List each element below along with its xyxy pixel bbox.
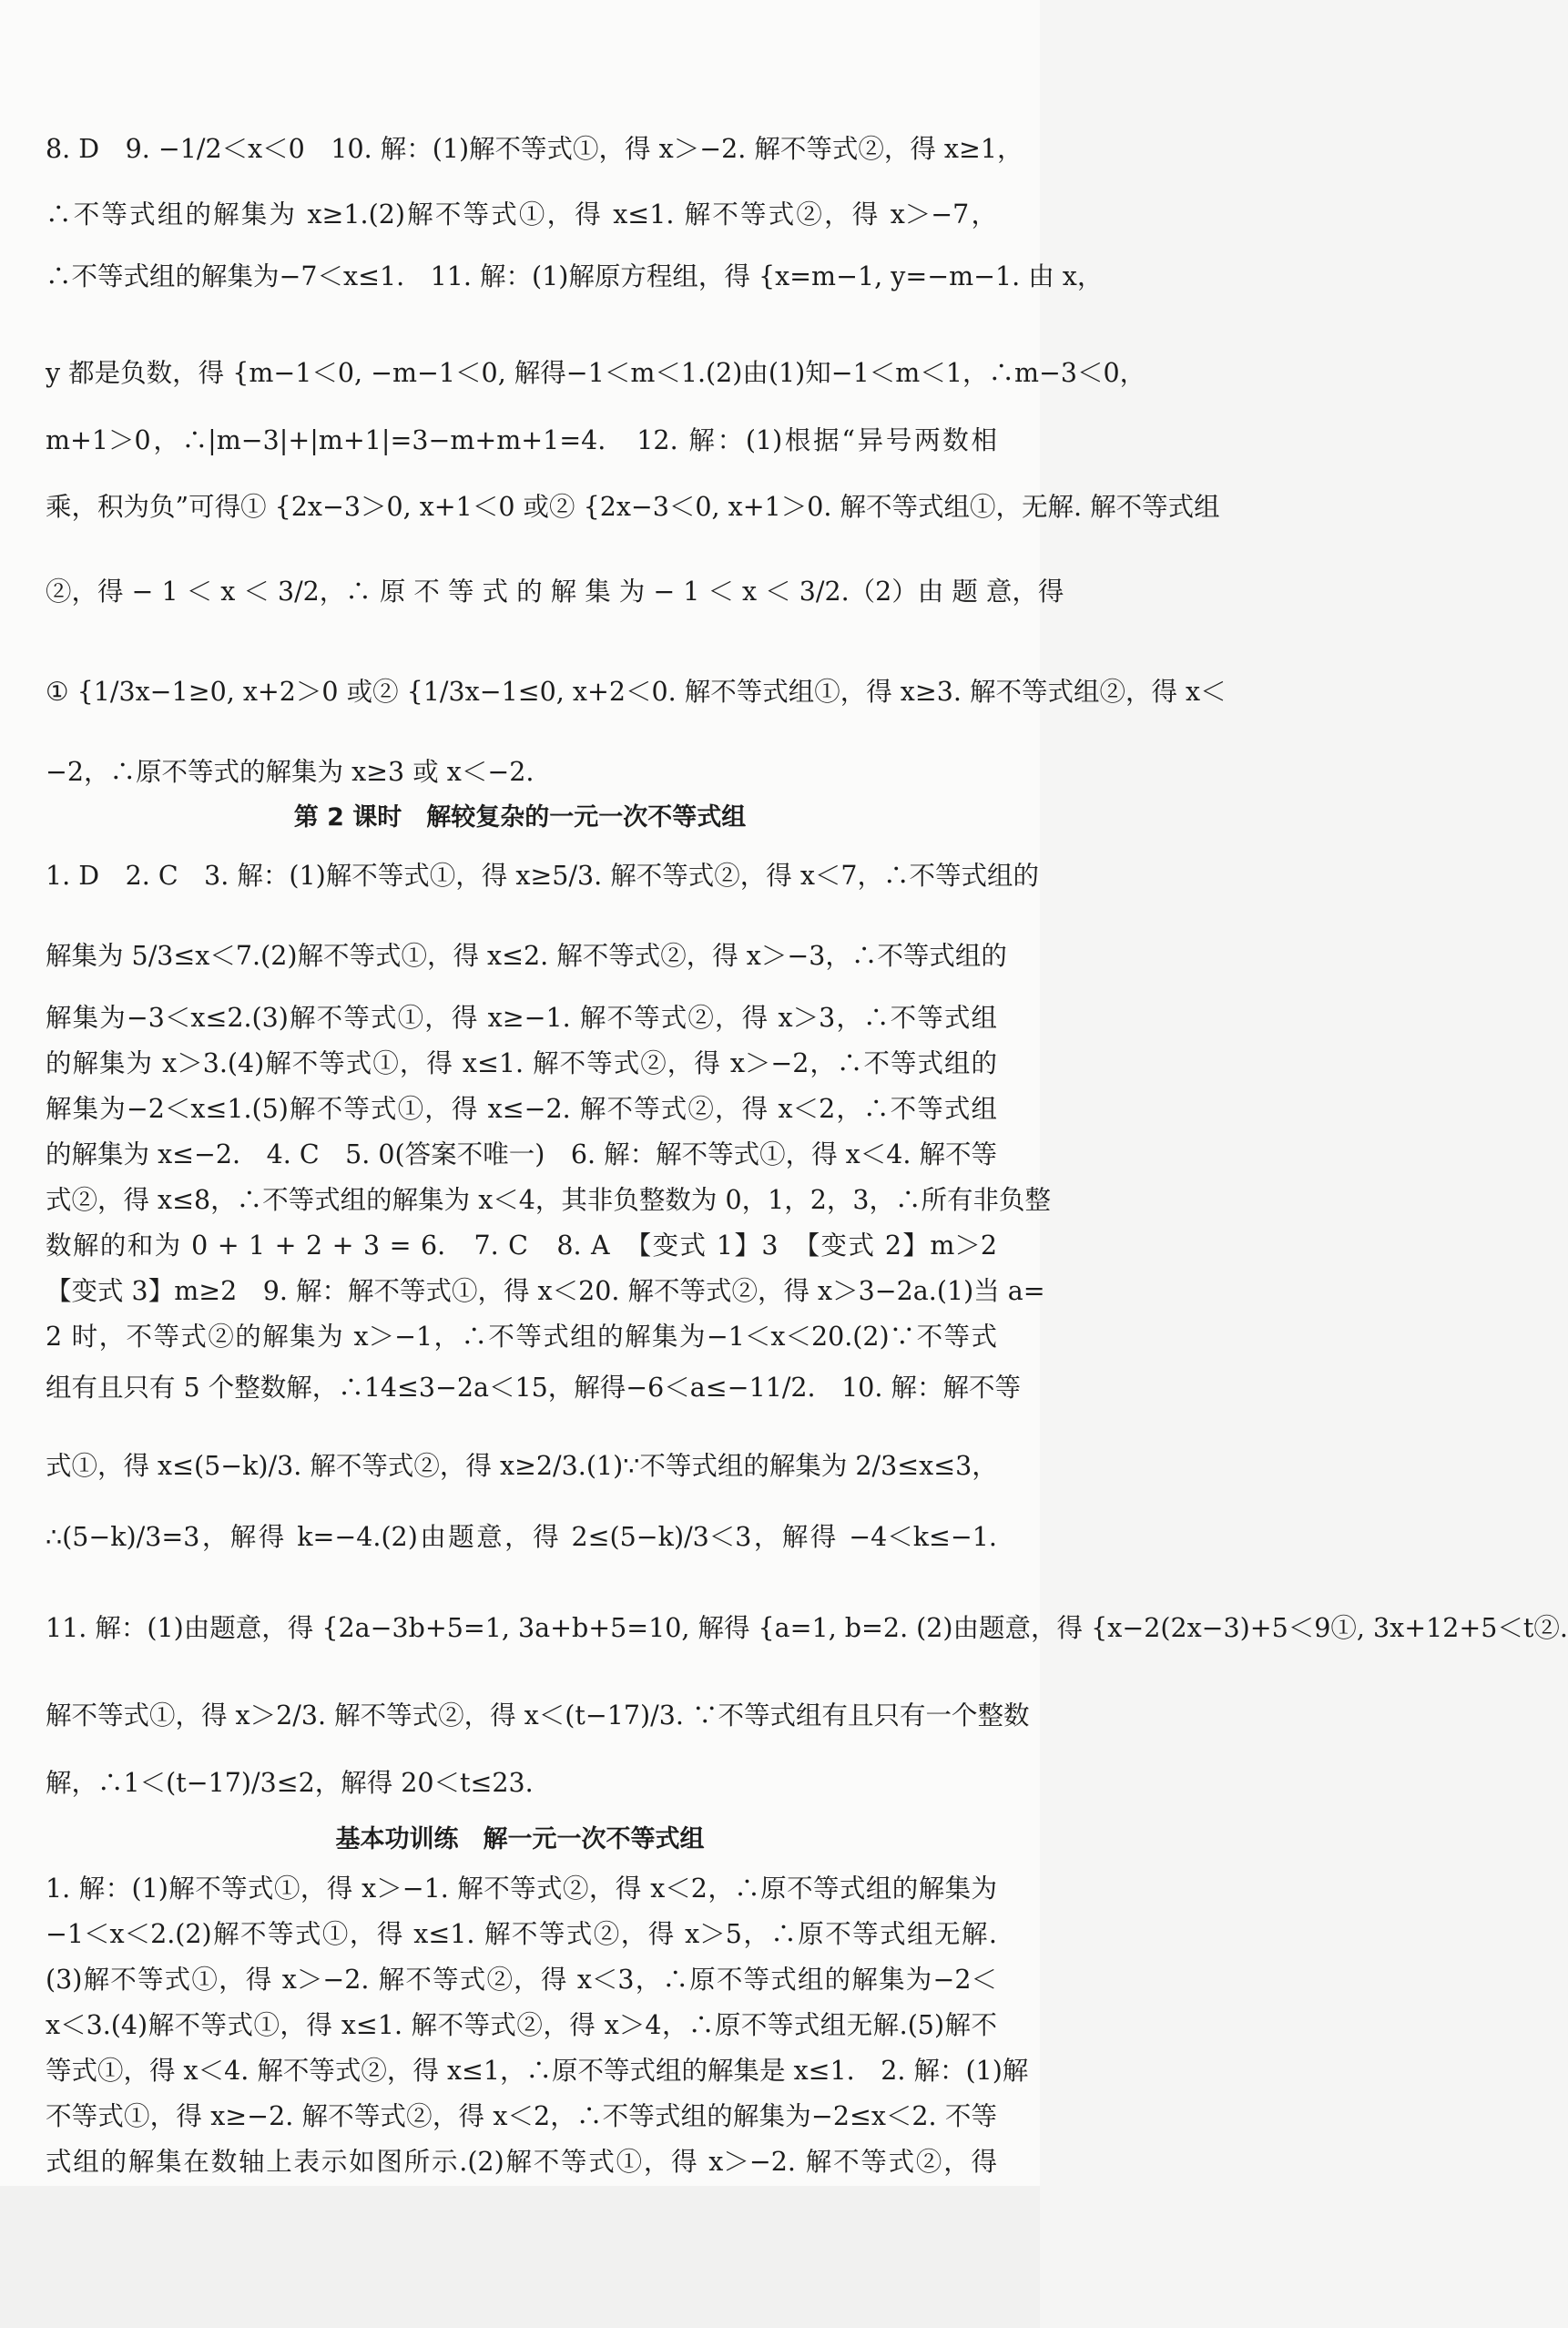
text-line: ① {1/3x−1≥0, x+2＞0 或② {1/3x−1≤0, x+2＜0. 解不等式组①，得 x≥3. 解不等式组②，得 x＜ xyxy=(46,677,1227,707)
text-line: −2，∴原不等式的解集为 x≥3 或 x＜−2. xyxy=(46,757,535,787)
text-line: 解集为−3＜x≤2.(3)解不等式①，得 x≥−1. 解不等式②，得 x＞3，∴不等式组 xyxy=(46,1003,997,1033)
text-line: 1. 解：(1)解不等式①，得 x＞−1. 解不等式②，得 x＜2，∴原不等式组的解集为 xyxy=(46,1874,997,1904)
text-line: 的解集为 x≤−2. 4. C 5. 0(答案不唯一) 6. 解：解不等式①，得 x＜4. 解不等 xyxy=(46,1139,997,1169)
text-line: −1＜x＜2.(2)解不等式①，得 x≤1. 解不等式②，得 x＞5，∴原不等式组无解. xyxy=(46,1919,997,1949)
section-heading: 基本功训练 解一元一次不等式组 xyxy=(335,1825,705,1853)
text-line: 解集为−2＜x≤1.(5)解不等式①，得 x≤−2. 解不等式②，得 x＜2，∴不等式组 xyxy=(46,1094,997,1124)
text-line: 的解集为 x＞3.(4)解不等式①，得 x≤1. 解不等式②，得 x＞−2，∴不等式组的 xyxy=(46,1048,997,1078)
text-line: 乘，积为负”可得① {2x−3＞0, x+1＜0 或② {2x−3＜0, x+1＞0. 解不等式组①，无解. 解不等式组 xyxy=(46,492,1220,522)
text-line: 式①，得 x≤(5−k)/3. 解不等式②，得 x≥2/3.(1)∵不等式组的解集为 2/3≤x≤3， xyxy=(46,1451,998,1481)
text-line: ∴不等式组的解集为−7＜x≤1. 11. 解：(1)解原方程组，得 {x=m−1, y=−m−1. 由 x， xyxy=(46,261,1104,291)
text-line: (3)解不等式①，得 x＞−2. 解不等式②，得 x＜3，∴原不等式组的解集为−2＜ xyxy=(46,1965,997,1995)
section-heading: 第 2 课时 解较复杂的一元一次不等式组 xyxy=(293,803,747,832)
text-line: 8. D 9. −1/2＜x＜0 10. 解：(1)解不等式①，得 x＞−2. 解不等式②，得 x≥1， xyxy=(46,134,1023,164)
text-line: ②，得 − 1 ＜ x ＜ 3/2，∴ 原 不 等 式 的 解 集 为 − 1 ＜ x ＜ 3/2.（2）由 题 意，得 xyxy=(46,577,1064,607)
text-line: 2 时，不等式②的解集为 x＞−1，∴不等式组的解集为−1＜x＜20.(2)∵不等式 xyxy=(46,1322,997,1352)
text-line: 式组的解集在数轴上表示如图所示.(2)解不等式①，得 x＞−2. 解不等式②，得 xyxy=(46,2147,997,2177)
text-line: 不等式①，得 x≥−2. 解不等式②，得 x＜2，∴不等式组的解集为−2≤x＜2. 不等 xyxy=(46,2101,997,2131)
text-line: m+1＞0，∴|m−3|+|m+1|=3−m+m+1=4. 12. 解：(1)根据“异号两数相 xyxy=(46,425,997,455)
text-line: 解，∴1＜(t−17)/3≤2，解得 20＜t≤23. xyxy=(46,1768,534,1798)
text-line: x＜3.(4)解不等式①，得 x≤1. 解不等式②，得 x＞4，∴原不等式组无解.(5)解不 xyxy=(46,2010,997,2040)
text-line: y 都是负数，得 {m−1＜0, −m−1＜0, 解得−1＜m＜1.(2)由(1)知−1＜m＜1，∴m−3＜0， xyxy=(46,358,1146,388)
text-line: 1. D 2. C 3. 解：(1)解不等式①，得 x≥5/3. 解不等式②，得 x＜7，∴不等式组的 xyxy=(46,861,1040,891)
text-line: ∴(5−k)/3=3，解得 k=−4.(2)由题意，得 2≤(5−k)/3＜3，解得 −4＜k≤−1. xyxy=(46,1522,997,1552)
text-line: 解集为 5/3≤x＜7.(2)解不等式①，得 x≤2. 解不等式②，得 x＞−3，∴不等式组的 xyxy=(46,941,1007,971)
text-line: 式②，得 x≤8，∴不等式组的解集为 x＜4，其非负整数为 0，1，2，3，∴所有非负整 xyxy=(46,1185,1052,1215)
text-line: 组有且只有 5 个整数解，∴14≤3−2a＜15，解得−6＜a≤−11/2. 10. 解：解不等 xyxy=(46,1373,1022,1403)
text-line: 数解的和为 0 + 1 + 2 + 3 = 6. 7. C 8. A 【变式 1】3 【变式 2】m＞2 xyxy=(46,1230,997,1261)
text-line: 11. 解：(1)由题意，得 {2a−3b+5=1, 3a+b+5=10, 解得 {a=1, b=2. (2)由题意，得 {x−2(2x−3)+5＜9①, 3x+12+5＜t②. xyxy=(46,1613,1568,1643)
text-line: 【变式 3】m≥2 9. 解：解不等式①，得 x＜20. 解不等式②，得 x＞3−2a.(1)当 a= xyxy=(46,1276,1045,1306)
text-line: 解不等式①，得 x＞2/3. 解不等式②，得 x＜(t−17)/3. ∵不等式组有且只有一个整数 xyxy=(46,1700,1030,1731)
text-line: ∴不等式组的解集为 x≥1.(2)解不等式①，得 x≤1. 解不等式②，得 x＞−7， xyxy=(46,199,997,230)
page-margin-shade xyxy=(0,2186,1040,2328)
text-line: 等式①，得 x＜4. 解不等式②，得 x≤1，∴原不等式组的解集是 x≤1. 2. 解：(1)解 xyxy=(46,2056,1029,2086)
